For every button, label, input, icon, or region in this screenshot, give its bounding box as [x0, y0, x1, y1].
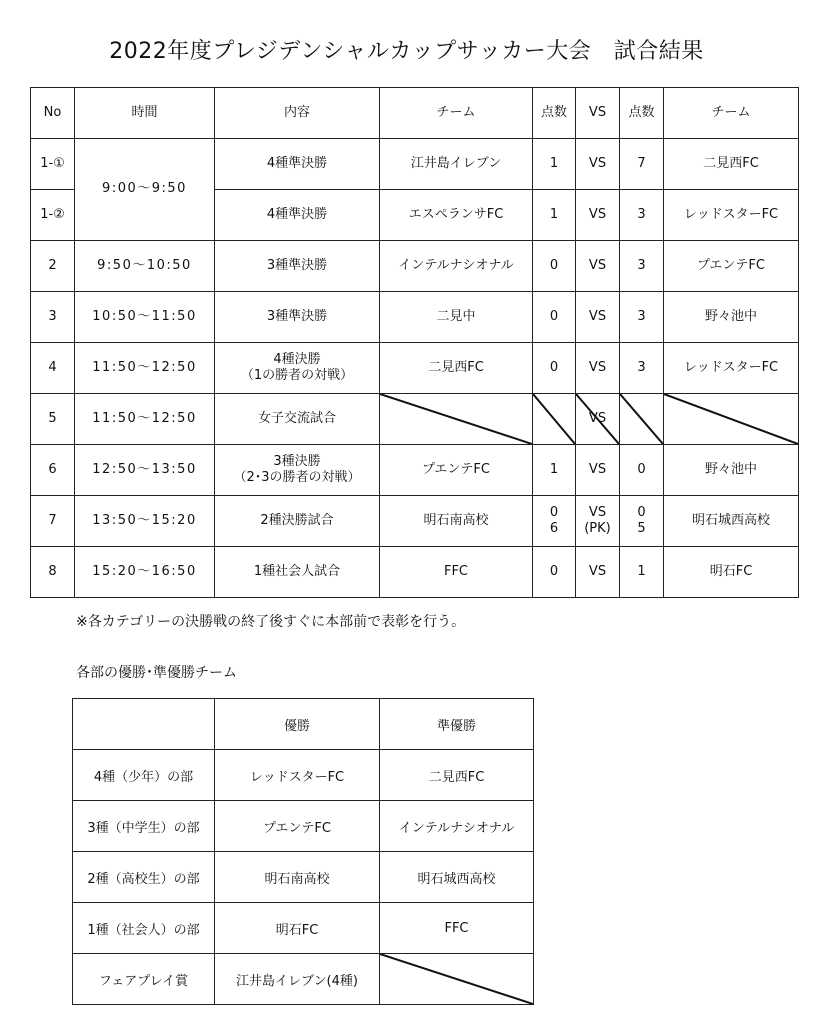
- award-winner: 江井島イレブン(4種): [215, 954, 380, 1005]
- match-content: 4種準決勝: [215, 139, 380, 190]
- match-content: 1種社会人試合: [215, 547, 380, 598]
- header-score2: 点数: [620, 88, 664, 139]
- table-row: [31, 445, 799, 496]
- team-left: 江井島イレブン: [380, 139, 533, 190]
- match-content-note: （2･3の勝者の対戦）: [233, 470, 361, 485]
- header-content: 内容: [215, 88, 380, 139]
- team-right: レッドスターFC: [664, 343, 799, 394]
- score-left-pk: 6: [549, 521, 559, 536]
- awards-heading: 各部の優勝･準優勝チーム: [76, 665, 237, 681]
- vs-label: VS: [576, 292, 620, 343]
- vs-label: VS: [576, 547, 620, 598]
- score-left: 0: [533, 292, 576, 343]
- vs-label: VS: [576, 139, 620, 190]
- match-time: 10:50〜11:50: [75, 292, 215, 343]
- vs-label-cell: [576, 394, 620, 445]
- score-right-cell: [620, 496, 664, 547]
- award-runner-up: 二見西FC: [380, 750, 534, 801]
- awards-table: [72, 698, 534, 1005]
- header-time: 時間: [75, 88, 215, 139]
- vs-label: VS: [576, 241, 620, 292]
- match-no: 5: [31, 394, 75, 445]
- team-left: インテルナシオナル: [380, 241, 533, 292]
- header-vs: VS: [576, 88, 620, 139]
- award-category: 4種（少年）の部: [73, 750, 215, 801]
- vs-label: VS: [588, 410, 607, 426]
- empty-cell-diagonal: [664, 394, 799, 445]
- team-left: FFC: [380, 547, 533, 598]
- team-left: 明石南高校: [380, 496, 533, 547]
- team-right: 野々池中: [664, 292, 799, 343]
- award-winner: レッドスターFC: [215, 750, 380, 801]
- empty-cell-diagonal: [380, 954, 534, 1005]
- table-row: [73, 954, 534, 1005]
- award-winner: プエンテFC: [215, 801, 380, 852]
- match-content: 3種準決勝: [215, 241, 380, 292]
- score-right: 1: [620, 547, 664, 598]
- vs-label: VS: [576, 190, 620, 241]
- award-runner-up: インテルナシオナル: [380, 801, 534, 852]
- score-left: 1: [533, 445, 576, 496]
- award-runner-up: FFC: [380, 903, 534, 954]
- match-time: 9:00〜9:50: [75, 139, 215, 241]
- team-right: 二見西FC: [664, 139, 799, 190]
- match-no: 7: [31, 496, 75, 547]
- table-row: [73, 801, 534, 852]
- results-header-row: [31, 88, 799, 139]
- match-no: 3: [31, 292, 75, 343]
- match-content: 女子交流試合: [215, 394, 380, 445]
- score-left: 0: [549, 504, 559, 520]
- header-score1: 点数: [533, 88, 576, 139]
- match-no: 2: [31, 241, 75, 292]
- match-time: 9:50〜10:50: [75, 241, 215, 292]
- score-left: 1: [533, 139, 576, 190]
- header-winner: 優勝: [215, 699, 380, 750]
- header-team2: チーム: [664, 88, 799, 139]
- match-time: 11:50〜12:50: [75, 394, 215, 445]
- vs-label: VS: [588, 504, 607, 520]
- match-time: 12:50〜13:50: [75, 445, 215, 496]
- match-content-cell: [215, 445, 380, 496]
- match-no: 6: [31, 445, 75, 496]
- score-left-cell: [533, 496, 576, 547]
- header-team1: チーム: [380, 88, 533, 139]
- match-content: 4種決勝: [273, 351, 321, 367]
- score-right-pk: 5: [637, 521, 646, 536]
- results-table: [30, 87, 799, 598]
- match-no: 8: [31, 547, 75, 598]
- match-no: 1-①: [31, 139, 75, 190]
- award-runner-up: 明石城西高校: [380, 852, 534, 903]
- match-no: 4: [31, 343, 75, 394]
- match-time: 11:50〜12:50: [75, 343, 215, 394]
- pk-label: (PK): [584, 521, 611, 536]
- score-left: 1: [533, 190, 576, 241]
- match-content: 2種決勝試合: [215, 496, 380, 547]
- vs-label: VS: [576, 343, 620, 394]
- table-row: [31, 292, 799, 343]
- award-winner: 明石南高校: [215, 852, 380, 903]
- score-right: 7: [620, 139, 664, 190]
- team-right: 野々池中: [664, 445, 799, 496]
- table-row: [73, 852, 534, 903]
- team-right: 明石城西高校: [664, 496, 799, 547]
- table-row: [73, 750, 534, 801]
- award-category: 3種（中学生）の部: [73, 801, 215, 852]
- team-right: プエンテFC: [664, 241, 799, 292]
- empty-cell-diagonal: [620, 394, 664, 445]
- vs-label-cell: [576, 496, 620, 547]
- match-content: 4種準決勝: [215, 190, 380, 241]
- awards-header-row: [73, 699, 534, 750]
- score-left: 0: [533, 343, 576, 394]
- table-row: [73, 903, 534, 954]
- table-row: [31, 241, 799, 292]
- score-left: 0: [533, 241, 576, 292]
- team-left: 二見中: [380, 292, 533, 343]
- header-no: No: [31, 88, 75, 139]
- empty-cell-diagonal: [533, 394, 576, 445]
- score-right: 3: [620, 343, 664, 394]
- award-winner: 明石FC: [215, 903, 380, 954]
- award-note: ※各カテゴリーの決勝戦の終了後すぐに本部前で表彰を行う。: [76, 614, 466, 630]
- match-content-note: （1の勝者の対戦）: [240, 368, 354, 383]
- match-content: 3種決勝: [273, 453, 321, 469]
- score-left: 0: [533, 547, 576, 598]
- table-row: [31, 547, 799, 598]
- team-left: エスペランサFC: [380, 190, 533, 241]
- match-content: 3種準決勝: [215, 292, 380, 343]
- award-category: フェアプレイ賞: [73, 954, 215, 1005]
- match-time: 15:20〜16:50: [75, 547, 215, 598]
- score-right: 0: [637, 504, 646, 520]
- table-row: [31, 139, 799, 190]
- header-runner-up: 準優勝: [380, 699, 534, 750]
- table-row: [31, 496, 799, 547]
- page-title: 2022年度プレジデンシャルカップサッカー大会 試合結果: [109, 39, 704, 64]
- match-time: 13:50〜15:20: [75, 496, 215, 547]
- table-row: [31, 394, 799, 445]
- empty-cell-diagonal: [380, 394, 533, 445]
- table-row: [31, 343, 799, 394]
- team-right: レッドスターFC: [664, 190, 799, 241]
- score-right: 3: [620, 241, 664, 292]
- award-category: 2種（高校生）の部: [73, 852, 215, 903]
- team-left: 二見西FC: [380, 343, 533, 394]
- match-content-cell: [215, 343, 380, 394]
- vs-label: VS: [576, 445, 620, 496]
- score-right: 3: [620, 190, 664, 241]
- team-right: 明石FC: [664, 547, 799, 598]
- header-category: [73, 699, 215, 750]
- team-left: プエンテFC: [380, 445, 533, 496]
- award-category: 1種（社会人）の部: [73, 903, 215, 954]
- match-no: 1-②: [31, 190, 75, 241]
- score-right: 3: [620, 292, 664, 343]
- score-right: 0: [620, 445, 664, 496]
